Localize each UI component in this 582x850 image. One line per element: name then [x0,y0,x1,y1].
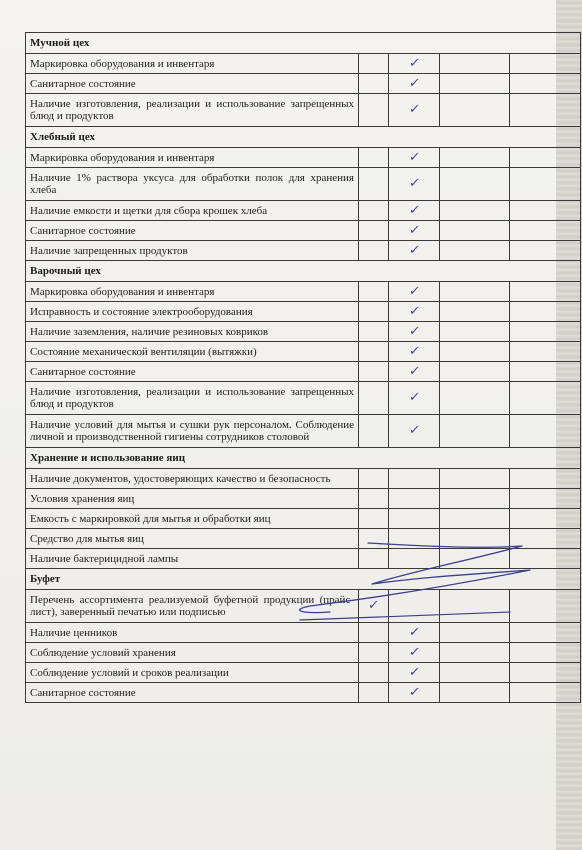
cell-yes [359,342,389,362]
cell-no [389,54,440,74]
cell-na [440,469,510,489]
cell-no [389,362,440,382]
cell-note [510,168,581,201]
cell-na [440,54,510,74]
handwritten-check-icon: ✓ [407,75,421,91]
cell-yes [359,148,389,168]
criterion-label: Санитарное состояние [26,683,359,703]
cell-no [389,469,440,489]
checklist-row [26,302,581,322]
cell-na [440,221,510,241]
cell-na [440,643,510,663]
criterion-label: Перечень ассортимента реализуемой буфетной продукции (прайс-лист), заверенный печатью или подписью [26,590,359,623]
section-title: Буфет [26,569,581,590]
cell-no [389,489,440,509]
cell-yes [359,415,389,448]
criterion-label: Наличие емкости и щетки для сбора крошек хлеба [26,201,359,221]
cell-no [389,663,440,683]
cell-no [389,168,440,201]
cell-note [510,590,581,623]
criterion-label: Наличие условий для мытья и сушки рук персоналом. Соблюдение личной и производственной гигиены сотрудников столовой [26,415,359,448]
cell-note [510,342,581,362]
cell-yes [359,469,389,489]
cell-no [389,529,440,549]
cell-note [510,74,581,94]
cell-note [510,362,581,382]
checklist-row [26,221,581,241]
cell-yes [359,683,389,703]
checklist-row [26,382,581,415]
checklist-row [26,54,581,74]
checklist-row [26,362,581,382]
cell-note [510,54,581,74]
cell-note [510,415,581,448]
cell-na [440,362,510,382]
handwritten-check-icon: ✓ [407,55,421,71]
cell-na [440,168,510,201]
cell-na [440,663,510,683]
cell-no [389,643,440,663]
cell-na [440,342,510,362]
handwritten-check-icon: ✓ [407,423,421,438]
handwritten-check-icon: ✓ [407,644,421,660]
handwritten-check-icon: ✓ [407,684,421,700]
checklist-row [26,623,581,643]
checklist-row [26,549,581,569]
cell-yes [359,201,389,221]
checklist-row [26,201,581,221]
criterion-label: Средство для мытья яиц [26,529,359,549]
handwritten-check-icon: ✓ [407,624,421,640]
cell-note [510,322,581,342]
section-header-row [26,448,581,469]
cell-note [510,241,581,261]
cell-na [440,529,510,549]
cell-no [389,322,440,342]
cell-note [510,663,581,683]
criterion-label: Наличие 1% раствора уксуса для обработки полок для хранения хлеба [26,168,359,201]
handwritten-check-icon: ✓ [407,176,421,191]
criterion-label: Наличие изготовления, реализации и использование запрещенных блюд и продуктов [26,94,359,127]
cell-yes [359,302,389,322]
cell-note [510,201,581,221]
criterion-label: Наличие запрещенных продуктов [26,241,359,261]
cell-no [389,94,440,127]
cell-yes [359,94,389,127]
checklist-row [26,590,581,623]
criterion-label: Исправность и состояние электрооборудования [26,302,359,322]
cell-na [440,302,510,322]
handwritten-check-icon: ✓ [407,390,421,405]
checklist-row [26,148,581,168]
section-header-row [26,569,581,590]
cell-yes [359,382,389,415]
handwritten-check-icon: ✓ [407,149,421,165]
criterion-label: Наличие бактерицидной лампы [26,549,359,569]
cell-yes [359,74,389,94]
cell-na [440,241,510,261]
cell-yes [359,241,389,261]
checklist-row [26,322,581,342]
cell-yes [359,623,389,643]
cell-no [389,302,440,322]
cell-yes [359,549,389,569]
cell-yes [359,529,389,549]
cell-no [389,74,440,94]
cell-yes [359,643,389,663]
criterion-label: Наличие заземления, наличие резиновых ковриков [26,322,359,342]
cell-na [440,201,510,221]
cell-note [510,683,581,703]
handwritten-check-icon: ✓ [407,664,421,680]
cell-na [440,322,510,342]
cell-note [510,302,581,322]
criterion-label: Соблюдение условий хранения [26,643,359,663]
cell-na [440,489,510,509]
section-header-row [26,261,581,282]
criterion-label: Санитарное состояние [26,74,359,94]
cell-na [440,282,510,302]
checklist-row [26,168,581,201]
cell-na [440,590,510,623]
cell-note [510,469,581,489]
handwritten-check-icon: ✓ [407,323,421,339]
handwritten-check-icon: ✓ [407,242,421,258]
cell-no [389,683,440,703]
cell-yes [359,221,389,241]
checklist-row [26,94,581,127]
cell-no [389,282,440,302]
criterion-label: Наличие документов, удостоверяющих качество и безопасность [26,469,359,489]
checklist-row [26,683,581,703]
criterion-label: Состояние механической вентиляции (вытяжки) [26,342,359,362]
inspection-checklist-table [25,32,581,703]
cell-no [389,415,440,448]
cell-na [440,94,510,127]
cell-no [389,342,440,362]
checklist-row [26,342,581,362]
cell-no [389,201,440,221]
handwritten-check-icon: ✓ [407,363,421,379]
checklist-body [26,33,581,703]
handwritten-check-icon: ✓ [407,222,421,238]
checklist-row [26,663,581,683]
cell-na [440,623,510,643]
cell-note [510,94,581,127]
cell-note [510,623,581,643]
cell-no [389,148,440,168]
cell-yes [359,322,389,342]
handwritten-check-icon: ✓ [407,303,421,319]
criterion-label: Санитарное состояние [26,221,359,241]
criterion-label: Маркировка оборудования и инвентаря [26,148,359,168]
checklist-row [26,282,581,302]
cell-na [440,509,510,529]
cell-no [389,590,440,623]
checklist-row [26,415,581,448]
handwritten-check-icon: ✓ [407,202,421,218]
section-header-row [26,33,581,54]
criterion-label: Наличие ценников [26,623,359,643]
checklist-row [26,74,581,94]
checklist-row [26,469,581,489]
cell-note [510,382,581,415]
cell-na [440,415,510,448]
cell-na [440,74,510,94]
section-title: Мучной цех [26,33,581,54]
section-title: Хранение и использование яиц [26,448,581,469]
cell-no [389,623,440,643]
section-title: Хлебный цех [26,127,581,148]
cell-yes [359,509,389,529]
cell-note [510,643,581,663]
criterion-label: Маркировка оборудования и инвентаря [26,54,359,74]
cell-na [440,148,510,168]
cell-yes [359,54,389,74]
cell-no [389,382,440,415]
criterion-label: Наличие изготовления, реализации и использование запрещенных блюд и продуктов [26,382,359,415]
checklist-row [26,509,581,529]
cell-no [389,509,440,529]
criterion-label: Санитарное состояние [26,362,359,382]
checklist-row [26,241,581,261]
cell-no [389,221,440,241]
handwritten-check-icon: ✓ [407,283,421,299]
section-header-row [26,127,581,148]
cell-yes [359,282,389,302]
handwritten-check-icon: ✓ [367,598,381,613]
cell-no [389,241,440,261]
cell-na [440,382,510,415]
checklist-row [26,529,581,549]
cell-note [510,148,581,168]
handwritten-check-icon: ✓ [407,102,421,117]
handwritten-check-icon: ✓ [407,343,421,359]
section-title: Варочный цех [26,261,581,282]
criterion-label: Маркировка оборудования и инвентаря [26,282,359,302]
cell-note [510,529,581,549]
checklist-row [26,643,581,663]
criterion-label: Емкость с маркировкой для мытья и обработки яиц [26,509,359,529]
cell-na [440,549,510,569]
cell-no [389,549,440,569]
cell-yes [359,590,389,623]
cell-yes [359,663,389,683]
criterion-label: Условия хранения яиц [26,489,359,509]
cell-yes [359,362,389,382]
cell-note [510,549,581,569]
criterion-label: Соблюдение условий и сроков реализации [26,663,359,683]
cell-note [510,489,581,509]
cell-na [440,683,510,703]
cell-note [510,282,581,302]
cell-yes [359,489,389,509]
cell-yes [359,168,389,201]
cell-note [510,509,581,529]
checklist-row [26,489,581,509]
cell-note [510,221,581,241]
